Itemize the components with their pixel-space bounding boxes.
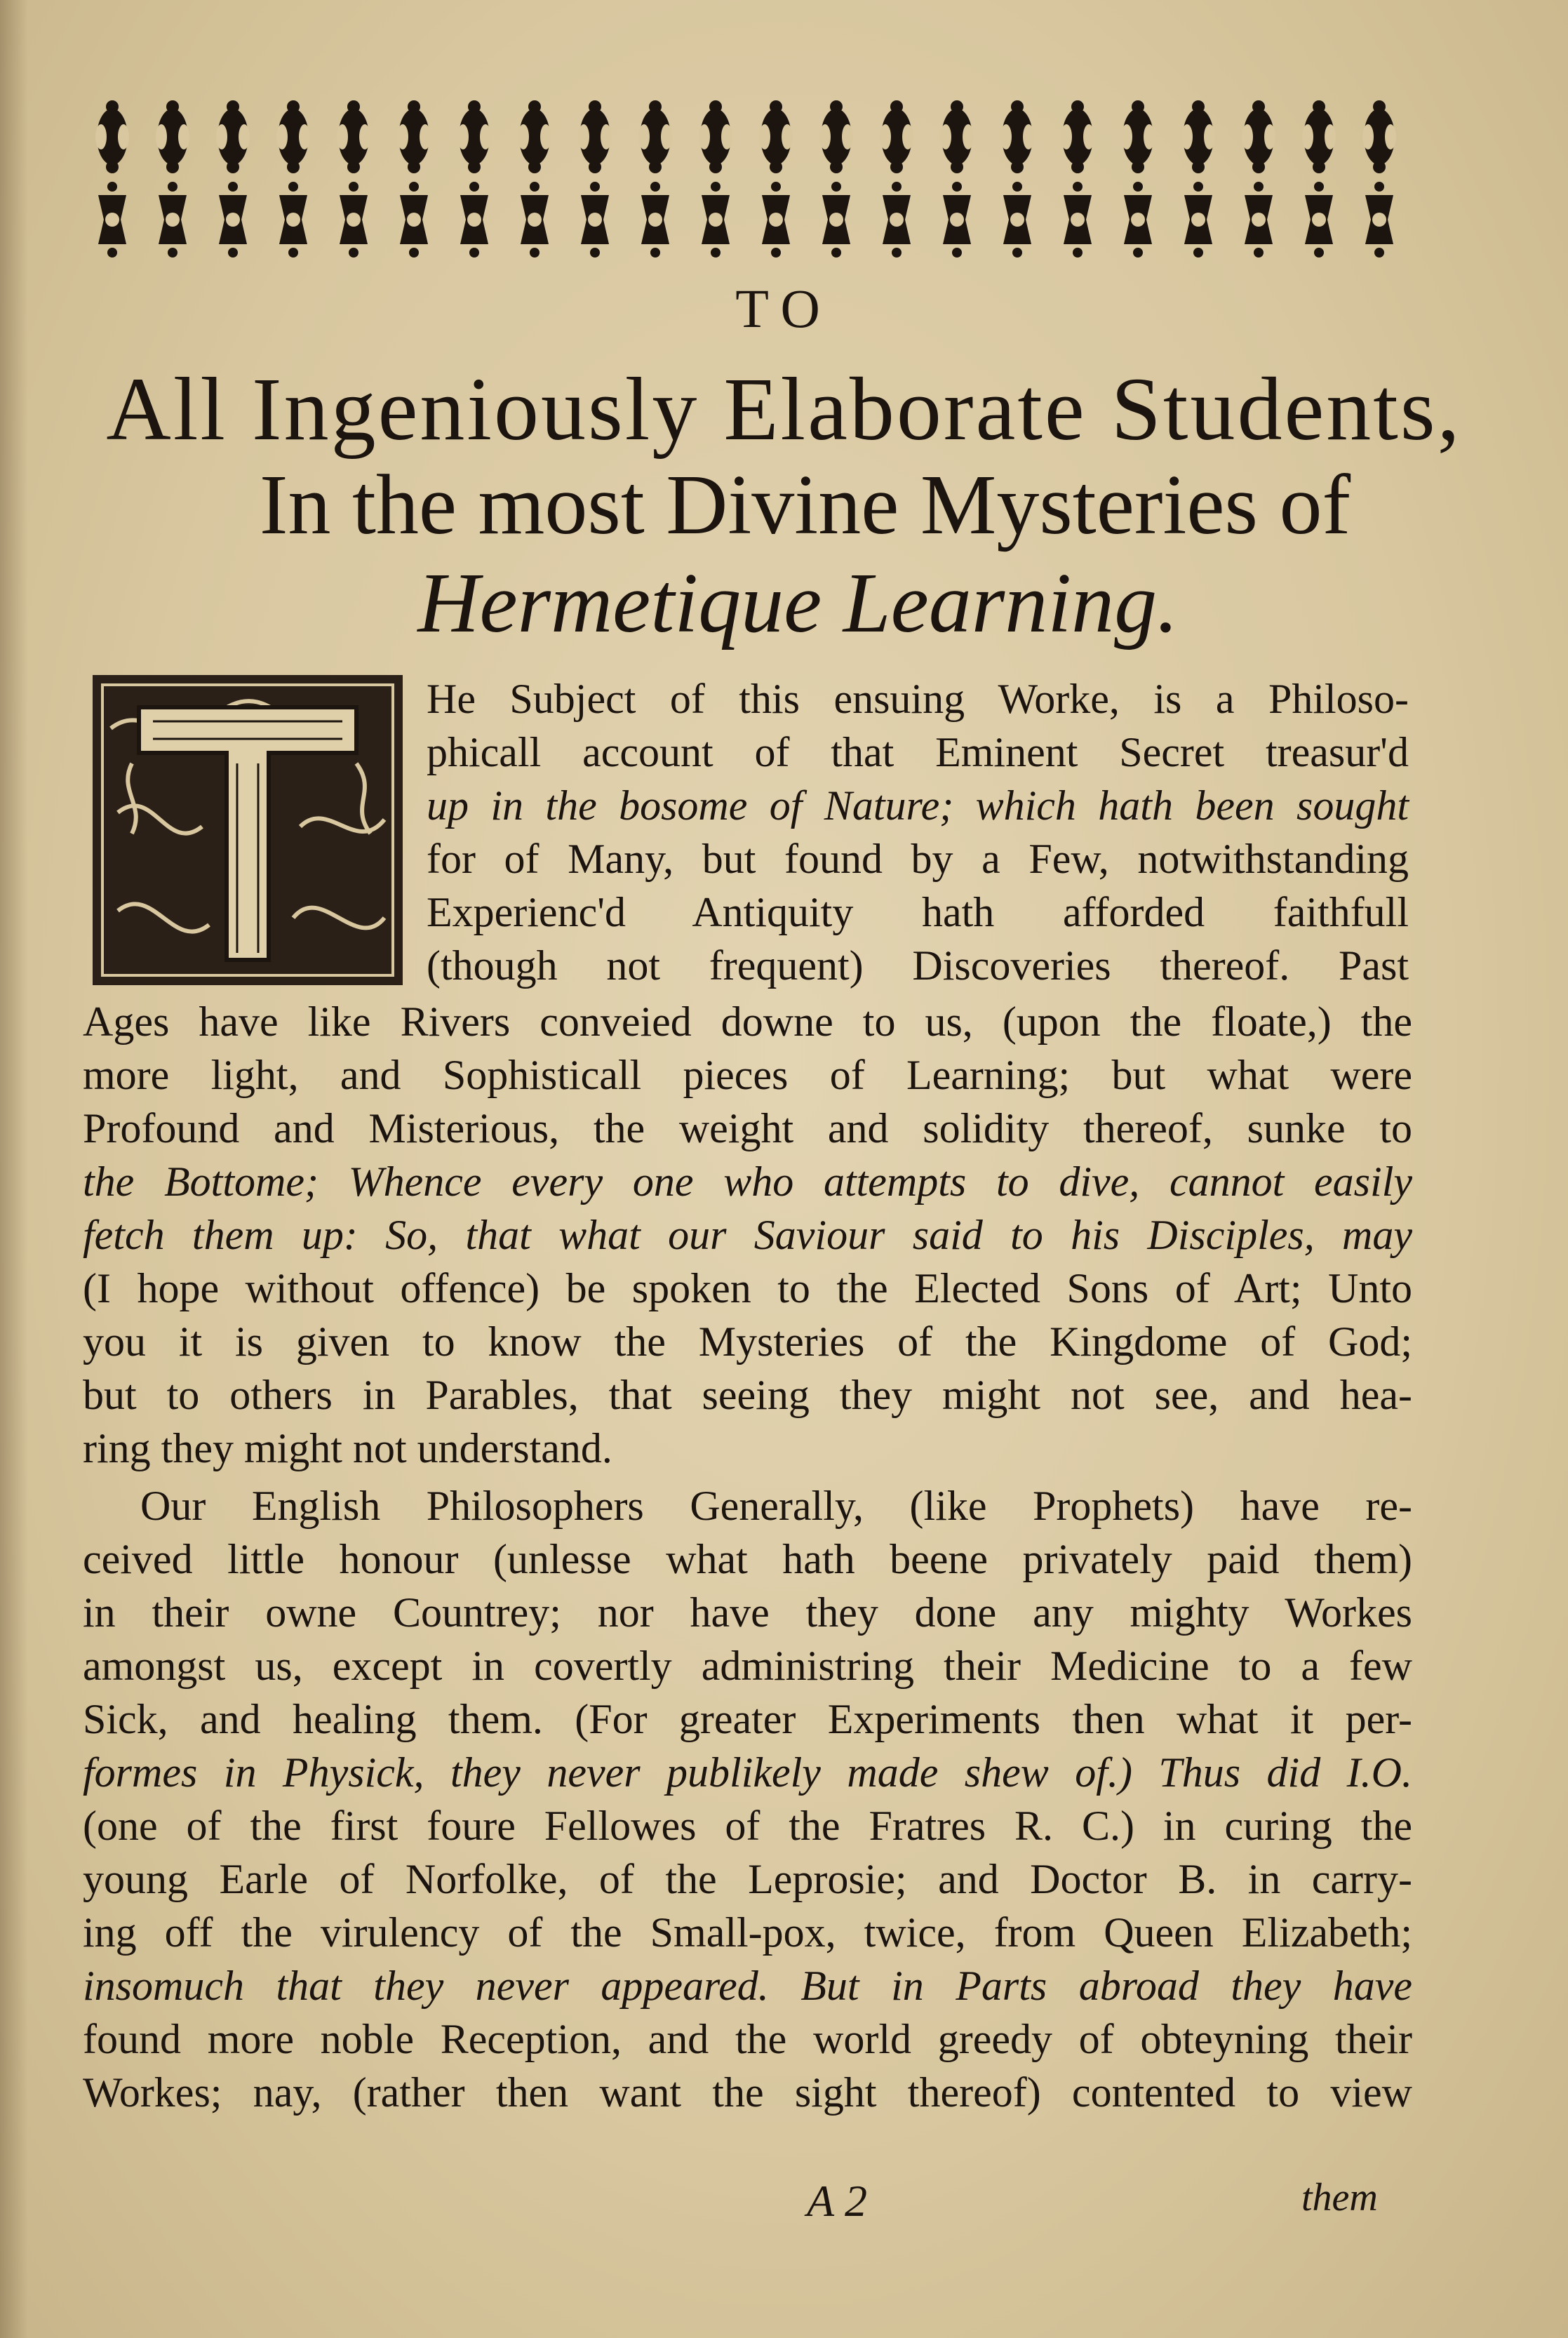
text-line: Experienc'd Antiquity hath afforded faithfull xyxy=(427,889,1409,935)
text-line: phicall account of that Eminent Secret treasur'd xyxy=(427,729,1409,775)
text-line: ring they might not understand. xyxy=(83,1425,612,1471)
text-line: in their owne Countrey; nor have they done any mighty Workes xyxy=(83,1589,1412,1636)
text-line: Profound and Misterious, the weight and solidity thereof, sunke to xyxy=(83,1105,1412,1151)
text-line: young Earle of Norfolke, of the Leprosie; and Doctor B. in carry- xyxy=(83,1856,1412,1902)
text-line: Sick, and healing them. (For greater Experiments then what it per- xyxy=(83,1696,1412,1742)
drop-cap-t-icon xyxy=(90,672,406,988)
ornament-band-top xyxy=(91,98,1424,175)
text-line: the Bottome; Whence every one who attempts to dive, cannot easily xyxy=(83,1158,1412,1205)
heading-to: TO xyxy=(735,278,833,339)
text-line: (I hope without offence) be spoken to the Elected Sons of Art; Unto xyxy=(83,1265,1412,1311)
text-line: found more noble Reception, and the world greedy of obteyning their xyxy=(83,2016,1412,2062)
text-line: for of Many, but found by a Few, notwithstanding xyxy=(427,836,1409,882)
text-line: ceived little honour (unlesse what hath beene privately paid them) xyxy=(83,1536,1412,1582)
signature-mark: A 2 xyxy=(807,2176,867,2226)
text-line: fetch them up: So, that what our Saviour said to his Disciples, may xyxy=(83,1212,1412,1258)
catchword: them xyxy=(1301,2176,1378,2219)
title-line-1: All Ingeniously Elaborate Students, xyxy=(106,359,1462,459)
text-line: (though not frequent) Discoveries thereof. Past xyxy=(427,942,1409,989)
title-line-2: In the most Divine Mysteries of xyxy=(259,457,1351,552)
text-line: more light, and Sophisticall pieces of Learning; but what were xyxy=(83,1052,1412,1098)
text-line: insomuch that they never appeared. But in Parts abroad they have xyxy=(83,1963,1412,2009)
title-line-3: Hermetique Learning. xyxy=(417,556,1179,650)
text-line: ing off the virulency of the Small-pox, twice, from Queen Elizabeth; xyxy=(83,1909,1412,1956)
fleuron-row-icon xyxy=(91,181,1424,258)
text-line: but to others in Parables, that seeing they might not see, and hea- xyxy=(83,1372,1412,1418)
text-line: amongst us, except in covertly administring their Medicine to a few xyxy=(83,1643,1412,1689)
text-line: Workes; nay, (rather then want the sight thereof) contented to view xyxy=(83,2069,1412,2116)
text-line: Our English Philosophers Generally, (like Prophets) have re- xyxy=(140,1483,1412,1529)
text-line: Ages have like Rivers conveied downe to us, (upon the floate,) the xyxy=(83,998,1412,1045)
text-line: formes in Physick, they never publikely made shew of.) Thus did I.O. xyxy=(83,1749,1412,1796)
text-line: you it is given to know the Mysteries of the Kingdome of God; xyxy=(83,1318,1412,1365)
text-line: up in the bosome of Nature; which hath been sought xyxy=(427,782,1409,829)
ornament-band-bottom xyxy=(91,181,1424,258)
page-edge-shadow xyxy=(0,0,28,2338)
fleuron-row-icon xyxy=(91,98,1424,175)
text-line: He Subject of this ensuing Worke, is a Philoso- xyxy=(427,676,1409,722)
text-line: (one of the first foure Fellowes of the Fratres R. C.) in curing the xyxy=(83,1803,1412,1849)
